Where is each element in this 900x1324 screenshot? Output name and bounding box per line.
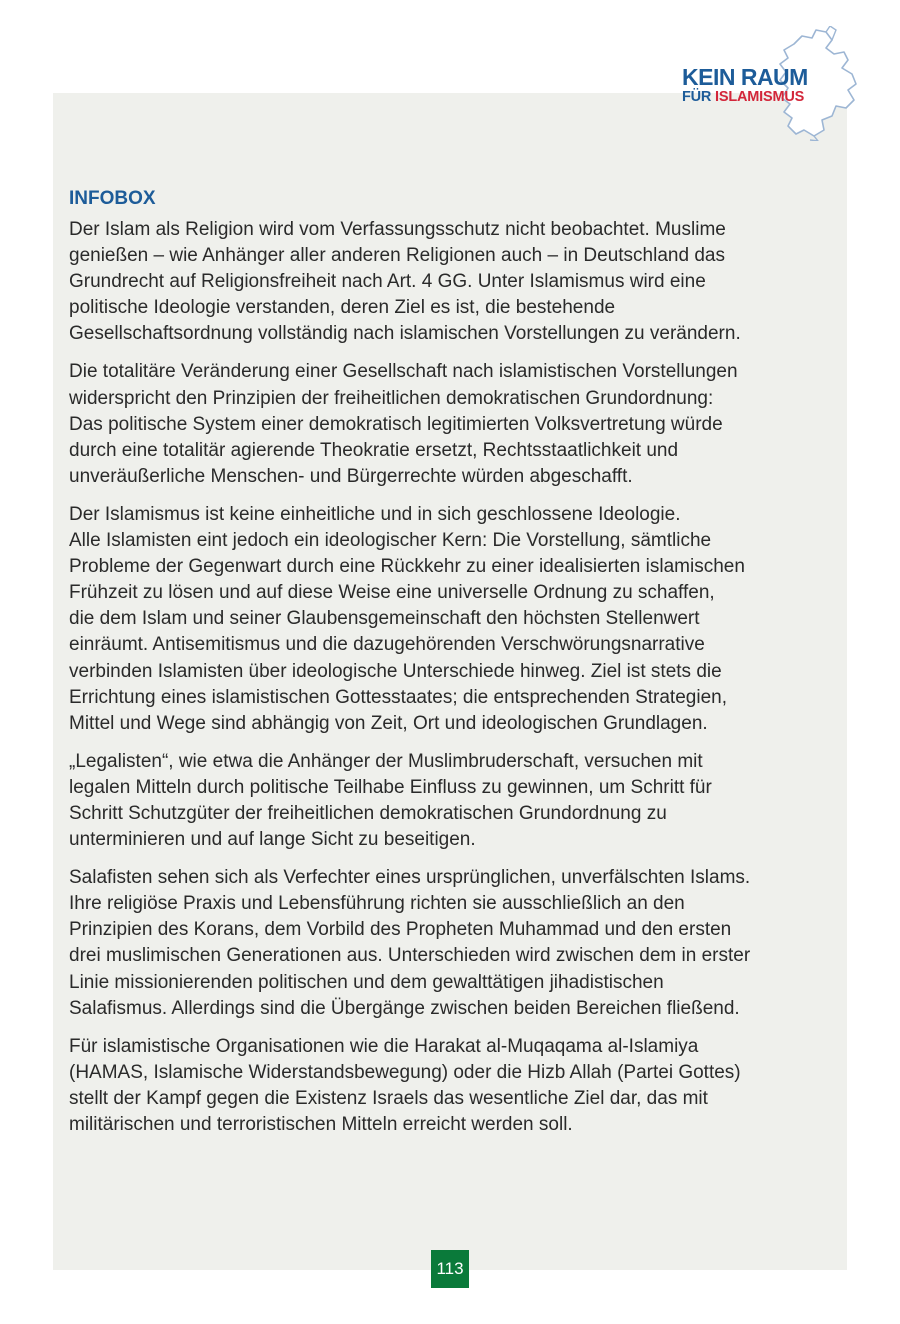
paragraph-totalitarian: Die totalitäre Veränderung einer Gesellschaft nach islamistischen Vorstellungen widerspricht den Prinzipien der freiheitlichen demokratischen Grundordnung: Das politische System einer demokratisch legitimierten Volksvertretung würde durch eine totalitär agierende Theokratie ersetzt, Rechtsstaatlichkeit und unveräußerliche Menschen- und Bürgerrechte würden abgeschafft. [69,361,738,487]
logo-title: KEIN RAUM [682,64,808,90]
paragraph-religion: Der Islam als Religion wird vom Verfassungsschutz nicht beobachtet. Muslime genießen – wie Anhänger aller anderen Religionen auch – in Deutschland das Grundrecht auf Religionsfreiheit nach Art. 4 GG. Unter Islamismus wird eine politische Ideologie verstanden, deren Ziel es ist, die bestehende Gesellschaftsordnung vollständig nach islamischen Vorstellungen zu verändern. [69,219,741,345]
paragraph-salafists: Salafisten sehen sich als Verfechter eines ursprünglichen, unverfälschten Islams. Ihre religiöse Praxis und Lebensführung richten sie ausschließlich an den Prinzipien des Korans, dem Vorbild des Propheten Muhammad und den ersten drei muslimischen Generationen aus. Unterschieden wird zwischen dem in erster Linie missionierenden politischen und dem gewalttätigen jihadistischen Salafismus. Allerdings sind die Übergänge zwischen beiden Bereichen fließend. [69,867,751,1019]
paragraph-legalists: „Legalisten“, wie etwa die Anhänger der Muslimbruderschaft, versuchen mit legalen Mitteln durch politische Teilhabe Einfluss zu gewinnen, um Schritt für Schritt Schutzgüter der freiheitlichen demokratischen Grundordnung zu unterminieren und auf lange Sicht zu beseitigen. [69,750,712,851]
kein-raum-logo [676,26,866,141]
logo-subtitle-highlight: ISLAMISMUS [715,89,805,105]
logo-subtitle-prefix: FÜR [682,89,716,105]
paragraph-ideology: Der Islamismus ist keine einheitliche und in sich geschlossene Ideologie. Alle Islamisten eint jedoch ein ideologischer Kern: Die Vorstellung, sämtliche Probleme der Gegenwart durch eine Rückkehr zu einer idealisierten islamischen Frühzeit zu lösen und auf diese Weise eine universelle Ordnung zu schaffen, die dem Islam und seiner Glaubensgemeinschaft den höchsten Stellenwert einräumt. Antisemitismus und die dazugehörenden Verschwörungsnarrative verbinden Islamisten über ideologische Unterschiede hinweg. Ziel ist stets die Errichtung eines islamistischen Gottesstaates; die entsprechenden Strategien, Mittel und Wege sind abhängig von Zeit, Ort und ideologischen Grundlagen. [69,503,745,734]
infobox-heading: INFOBOX [69,188,156,209]
logo-subtitle [682,90,804,105]
infobox-content [69,186,809,1150]
page-number: 113 [431,1250,469,1288]
paragraph-organisations: Für islamistische Organisationen wie die Harakat al-Muqaqama al-Islamiya (HAMAS, Islamische Widerstandsbewegung) oder die Hizb Allah (Partei Gottes) stellt der Kampf gegen die Existenz Israels das wesentliche Ziel dar, das mit militärischen und terroristischen Mitteln erreicht werden soll. [69,1035,741,1135]
